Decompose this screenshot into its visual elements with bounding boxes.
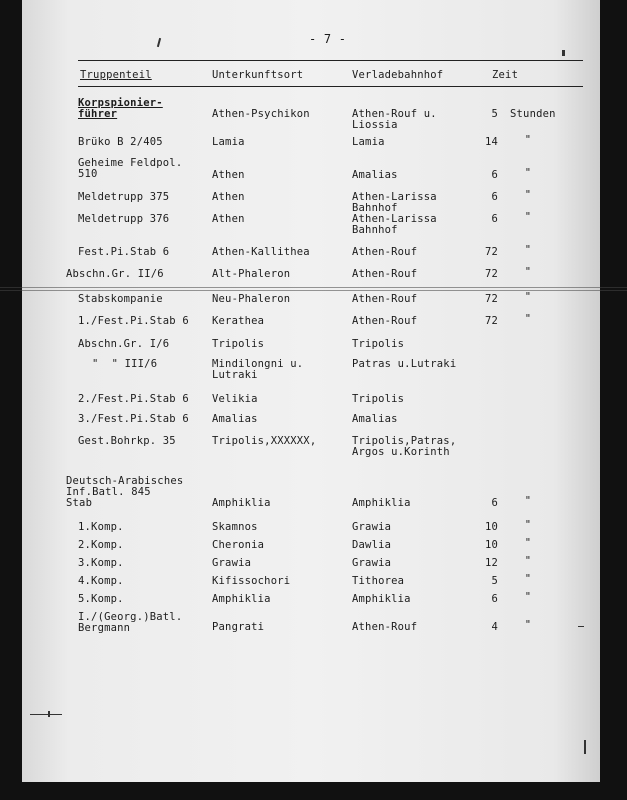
table-row-quarters: Grawia bbox=[212, 557, 252, 569]
table-row-time: 10 bbox=[484, 539, 498, 551]
table-row-unit: 5.Komp. bbox=[78, 593, 124, 605]
table-row-time: 6 bbox=[491, 191, 498, 203]
table-row-unit: Stabskompanie bbox=[78, 293, 163, 305]
table-row-station: Tripolis bbox=[352, 338, 405, 350]
table-row-unit: 1./Fest.Pi.Stab 6 bbox=[78, 315, 189, 327]
table-row-quarters: Athen bbox=[212, 169, 245, 181]
table-row-time-unit: " bbox=[524, 211, 532, 223]
table-row-unit: 3./Fest.Pi.Stab 6 bbox=[78, 413, 189, 425]
table-row-station: Dawlia bbox=[352, 539, 392, 551]
pen-mark bbox=[562, 50, 565, 56]
column-header-station: Verladebahnhof bbox=[352, 69, 444, 81]
table-row-station: Athen-Larissa Bahnhof bbox=[352, 191, 437, 214]
table-row-quarters: Alt-Phaleron bbox=[212, 268, 291, 280]
table-row-quarters: Amphiklia bbox=[212, 593, 271, 605]
scan-artifact-line bbox=[0, 287, 627, 288]
table-row-time-unit: " bbox=[524, 266, 532, 278]
table-row-time: 12 bbox=[484, 557, 498, 569]
table-row-station: Amalias bbox=[352, 413, 398, 425]
table-row-quarters: Skamnos bbox=[212, 521, 258, 533]
table-row-quarters: Athen-Kallithea bbox=[212, 246, 310, 258]
table-row-quarters: Athen-Psychikon bbox=[212, 108, 310, 120]
table-row-unit: Fest.Pi.Stab 6 bbox=[78, 246, 170, 258]
table-row-quarters: Pangrati bbox=[212, 621, 265, 633]
table-row-time-unit: " bbox=[524, 537, 532, 549]
table-row-quarters: Cheronia bbox=[212, 539, 265, 551]
table-row-quarters: Mindilongni u. Lutraki bbox=[212, 358, 304, 381]
table-row-quarters: Velikia bbox=[212, 393, 258, 405]
table-row-time-unit: " bbox=[524, 167, 532, 179]
table-row-time-unit: " bbox=[524, 591, 532, 603]
table-row-time-unit: " bbox=[524, 189, 532, 201]
table-row-unit: 2./Fest.Pi.Stab 6 bbox=[78, 393, 189, 405]
table-row-unit: Meldetrupp 375 bbox=[78, 191, 170, 203]
table-row-quarters: Kerathea bbox=[212, 315, 265, 327]
table-row-unit: I./(Georg.)Batl. Bergmann bbox=[78, 611, 183, 634]
table-row-time-unit: " bbox=[524, 555, 532, 567]
table-row-unit: Brüko B 2/405 bbox=[78, 136, 163, 148]
table-row-quarters: Amphiklia bbox=[212, 497, 271, 509]
table-row-unit: Geheime Feldpol. 510 bbox=[78, 157, 183, 180]
column-header-time: Zeit bbox=[492, 69, 519, 81]
table-row-time-unit: " bbox=[524, 313, 532, 325]
table-row-unit: 2.Komp. bbox=[78, 539, 124, 551]
table-row-time-unit: " bbox=[524, 519, 532, 531]
table-row-station: Patras u.Lutraki bbox=[352, 358, 457, 370]
table-row-time-unit: " bbox=[524, 495, 532, 507]
table-row-station: Athen-Rouf bbox=[352, 315, 418, 327]
table-row-quarters: Kifissochori bbox=[212, 575, 291, 587]
table-row-station: Athen-Rouf bbox=[352, 293, 418, 305]
table-row-time: 10 bbox=[484, 521, 498, 533]
table-row-station: Grawia bbox=[352, 557, 392, 569]
table-row-station: Athen-Rouf u. Liossia bbox=[352, 108, 437, 131]
pen-mark bbox=[578, 626, 584, 627]
table-row-station: Athen-Rouf bbox=[352, 246, 418, 258]
table-row-time: 6 bbox=[491, 593, 498, 605]
table-row-unit: " " III/6 bbox=[92, 358, 158, 370]
table-row-time: 72 bbox=[484, 293, 498, 305]
table-row-time: 14 bbox=[484, 136, 498, 148]
table-row-time: 6 bbox=[491, 169, 498, 181]
table-row-quarters: Athen bbox=[212, 191, 245, 203]
pen-mark bbox=[30, 714, 62, 715]
table-row-unit: Abschn.Gr. I/6 bbox=[78, 338, 170, 350]
table-row-time-unit: " bbox=[524, 134, 532, 146]
table-row-station: Tithorea bbox=[352, 575, 405, 587]
table-row-station: Tripolis,Patras, Argos u.Korinth bbox=[352, 435, 457, 458]
table-row-quarters: Athen bbox=[212, 213, 245, 225]
table-row-time: 6 bbox=[491, 213, 498, 225]
page-number: - 7 - bbox=[309, 32, 347, 46]
table-row-unit: Abschn.Gr. II/6 bbox=[66, 268, 164, 280]
table-row-quarters: Neu-Phaleron bbox=[212, 293, 291, 305]
table-row-station: Lamia bbox=[352, 136, 385, 148]
table-row-unit: Deutsch-Arabisches Inf.Batl. 845 Stab bbox=[66, 475, 184, 509]
table-row-station: Athen-Rouf bbox=[352, 268, 418, 280]
table-row-unit: 3.Komp. bbox=[78, 557, 124, 569]
table-row-time: 5 bbox=[491, 575, 498, 587]
table-row-time-unit: " bbox=[524, 573, 532, 585]
column-header-unit: Truppenteil bbox=[80, 69, 152, 81]
table-row-unit: Korpspionier- führer bbox=[78, 97, 163, 120]
table-row-time: 6 bbox=[491, 497, 498, 509]
table-row-quarters: Amalias bbox=[212, 413, 258, 425]
pen-mark bbox=[584, 740, 586, 754]
table-row-station: Grawia bbox=[352, 521, 392, 533]
table-row-quarters: Lamia bbox=[212, 136, 245, 148]
table-row-time: 5 bbox=[491, 108, 498, 120]
table-row-unit: Gest.Bohrkp. 35 bbox=[78, 435, 176, 447]
pen-mark bbox=[48, 711, 50, 717]
table-row-unit: Meldetrupp 376 bbox=[78, 213, 170, 225]
table-row-station: Amphiklia bbox=[352, 497, 411, 509]
table-row-station: Athen-Rouf bbox=[352, 621, 418, 633]
table-row-time-unit: " bbox=[524, 619, 532, 631]
table-row-station: Tripolis bbox=[352, 393, 405, 405]
column-header-quarters: Unterkunftsort bbox=[212, 69, 304, 81]
table-row-time-unit: " bbox=[524, 244, 532, 256]
table-row-time: 72 bbox=[484, 315, 498, 327]
table-row-unit: 1.Komp. bbox=[78, 521, 124, 533]
header-rule-bottom bbox=[78, 86, 583, 87]
table-row-unit: 4.Komp. bbox=[78, 575, 124, 587]
table-row-station: Amalias bbox=[352, 169, 398, 181]
table-row-station: Athen-Larissa Bahnhof bbox=[352, 213, 437, 236]
table-row-quarters: Tripolis,XXXXXX, bbox=[212, 435, 317, 447]
table-row-time: 72 bbox=[484, 246, 498, 258]
table-row-time-unit: " bbox=[524, 291, 532, 303]
scan-artifact-line bbox=[0, 290, 627, 291]
table-row-time: 4 bbox=[491, 621, 498, 633]
header-rule-top bbox=[78, 60, 583, 61]
table-row-time: 72 bbox=[484, 268, 498, 280]
table-row-station: Amphiklia bbox=[352, 593, 411, 605]
table-row-time-unit: Stunden bbox=[510, 108, 556, 120]
table-row-quarters: Tripolis bbox=[212, 338, 265, 350]
